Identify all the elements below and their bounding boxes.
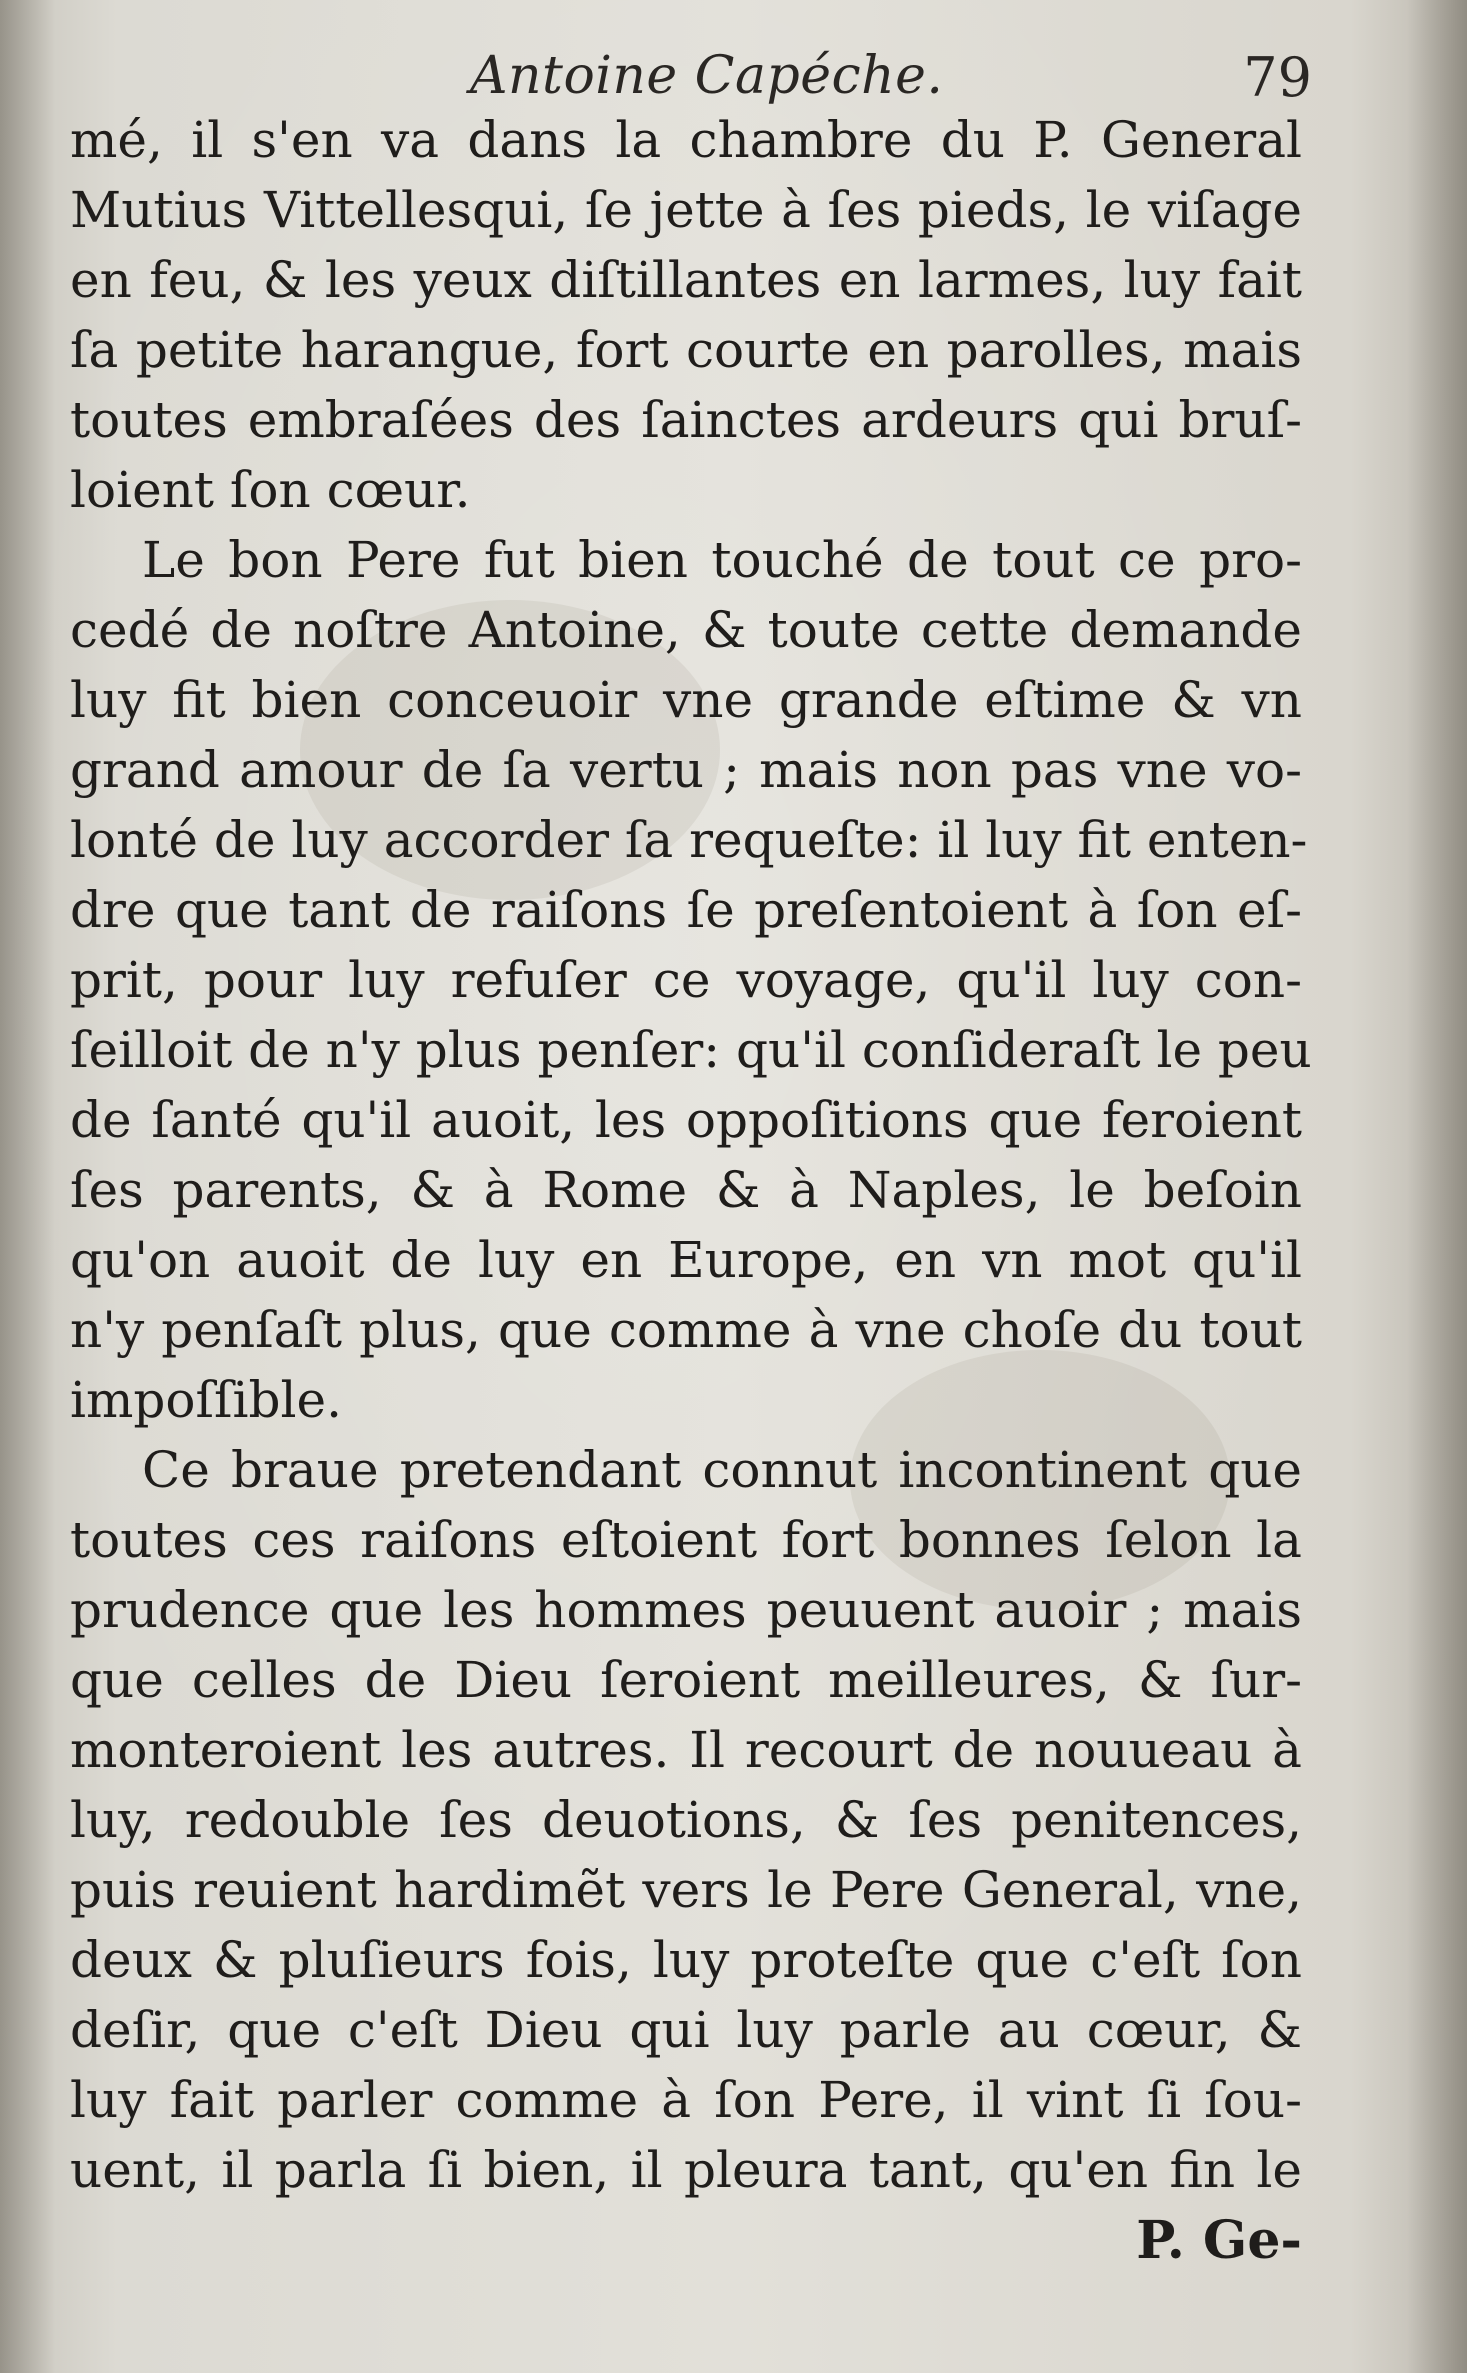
text-line: mé, il s'en va dans la chambre du P. General [70,111,1302,169]
text-line: luy fit bien conceuoir vne grande eſtime & vn [70,671,1302,729]
text-line: qu'on auoit de luy en Europe, en vn mot qu'il [70,1231,1302,1289]
page-number: 79 [1243,46,1312,109]
text-line: impoſſible. [70,1371,342,1429]
text-line: Ce braue pretendant connut incontinent que [142,1441,1302,1499]
text-line: toutes embraſées des ſainctes ardeurs qui bruſ- [70,391,1302,449]
text-line: monteroient les autres. Il recourt de nouueau à [70,1721,1302,1779]
text-line: luy, redouble ſes deuotions, & ſes penitences, [70,1791,1302,1849]
text-line: loient ſon cœur. [70,461,471,519]
text-line: dre que tant de raiſons ſe preſentoient à ſon eſ- [70,881,1302,939]
catchword: P. Ge- [1136,2210,1302,2271]
text-line: prit, pour luy refuſer ce voyage, qu'il luy con- [70,951,1302,1009]
text-line: ſa petite harangue, fort courte en parolles, mais [70,321,1302,379]
text-line: luy fait parler comme à ſon Pere, il vint ſi ſou- [70,2071,1302,2129]
text-line: ſeilloit de n'y plus penſer: qu'il conſideraſt le peu [70,1021,1312,1079]
text-line: prudence que les hommes peuuent auoir ; mais [70,1581,1302,1639]
paragraph [70,525,1312,1435]
text-line: puis reuient hardimẽt vers le Pere General, vne, [70,1861,1302,1919]
text-line: n'y penſaſt plus, que comme à vne choſe du tout [70,1301,1302,1359]
text-line: lonté de luy accorder ſa requeſte: il luy fit enten- [70,811,1308,869]
running-title: Antoine Capéche. [470,46,944,106]
text-line: en feu, & les yeux diſtillantes en larmes, luy fait [70,251,1302,309]
paragraph [70,105,1302,525]
text-line: que celles de Dieu ſeroient meilleures, & ſur- [70,1651,1302,1709]
text-line: uent, il parla ſi bien, il pleura tant, qu'en fin le [70,2141,1302,2199]
body-text [70,105,1312,2205]
text-line: Le bon Pere fut bien touché de tout ce pro- [142,531,1302,589]
text-line: Mutius Vittellesqui, ſe jette à ſes pieds, le viſage [70,181,1302,239]
text-line: cedé de noſtre Antoine, & toute cette demande [70,601,1302,659]
text-line: deux & pluſieurs fois, luy proteſte que c'eſt ſon [70,1931,1302,1989]
text-line: deſir, que c'eſt Dieu qui luy parle au cœur, & [70,2001,1302,2059]
text-line: ſes parents, & à Rome & à Naples, le beſoin [70,1161,1302,1219]
text-line: toutes ces raiſons eſtoient fort bonnes ſelon la [70,1511,1302,1569]
text-line: de ſanté qu'il auoit, les oppoſitions que feroient [70,1091,1302,1149]
page-header [70,38,1312,109]
text-line: grand amour de ſa vertu ; mais non pas vne vo- [70,741,1302,799]
paragraph [70,1435,1302,2205]
